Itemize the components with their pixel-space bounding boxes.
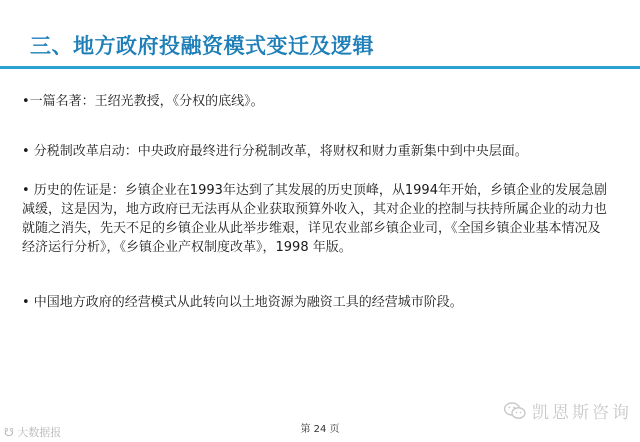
page-number: 第 24 页 [300,424,340,435]
watermark-left-text: 大数据报 [17,426,62,439]
watermark-right-text: 凯恩斯咨询 [532,403,632,423]
bullet-item: • 历史的佐证是：乡镇企业在1993年达到了其发展的历史顶峰，从1994年开始，乡镇企业的发展急剧减缓，这是因为，地方政府已无法再从企业获取预算外收入，其对企业的控制与扶持所属企业的动力也就随之消失，先天不足的乡镇企业从此举步维艰，详见农业部乡镇企业司，《全国乡镇企业基本情况及经济运行分析》，《乡镇企业产权制度改革》，1998 年版。 [22,183,608,255]
watermark-left-logo-icon: ☋ [4,426,18,439]
slide-title: 三、地方政府投融资模式变迁及逻辑 [30,34,374,58]
bullet-item: • 分税制改革启动：中央政府最终进行分税制改革，将财权和财力重新集中到中央层面。 [22,144,528,159]
title-underline [0,66,640,69]
wechat-icon [504,402,526,420]
watermark-left [4,424,61,440]
bullet-item: •一篇名著：王绍光教授，《分权的底线》。 [22,94,264,109]
bullet-item: • 中国地方政府的经营模式从此转向以土地资源为融资工具的经营城市阶段。 [22,295,463,310]
